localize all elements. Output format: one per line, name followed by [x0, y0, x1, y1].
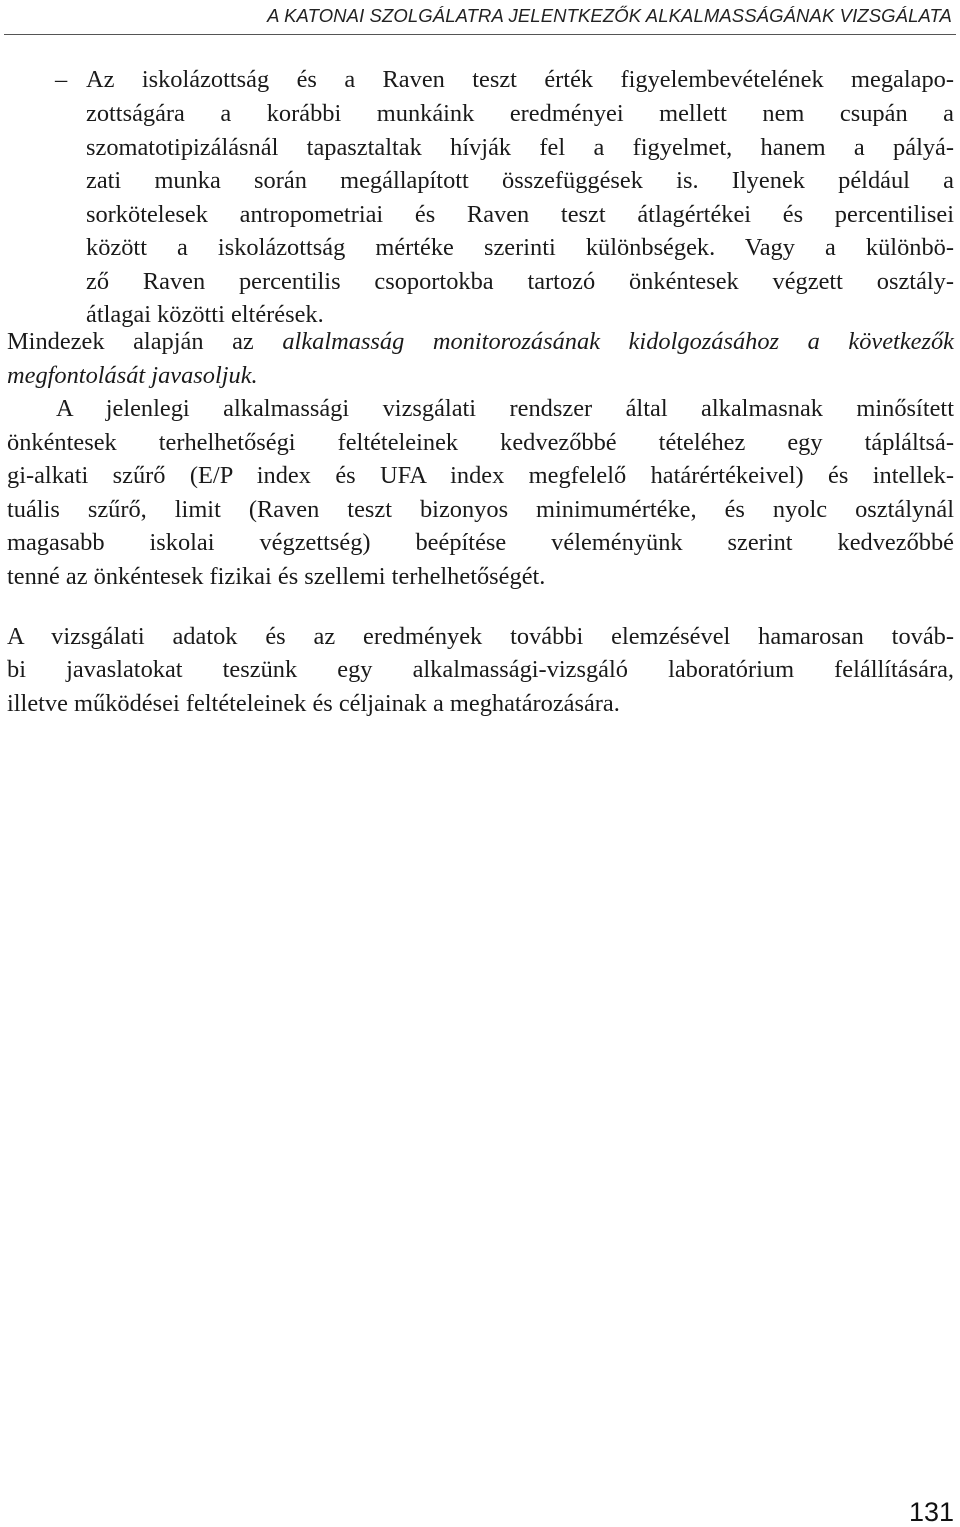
summary-line-1: [7, 325, 954, 359]
list-line-8: átlagai közötti eltérések.: [86, 301, 324, 328]
summary-italic-2: megfontolását javasoljuk.: [7, 362, 258, 389]
list-line-3: szomatotipizálásnál tapasztaltak hívják fel a figyelmet, hanem a pályá-: [86, 134, 954, 161]
running-head: A KATONAI SZOLGÁLATRA JELENTKEZŐK ALKALMASSÁGÁNAK VIZSGÁLATA: [267, 5, 952, 26]
summary-italic-1: alkalmasság monitorozásának kidolgozásához a következők: [282, 328, 954, 355]
para2-line-3: illetve működései feltételeinek és céljainak a meghatározására.: [7, 690, 620, 717]
para2-line-1: A vizsgálati adatok és az eredmények további elemzésével hamarosan továb-: [7, 623, 954, 650]
list-line-6: között a iskolázottság mértéke szerinti különbségek. Vagy a különbö-: [86, 234, 954, 261]
header-rule: [4, 34, 956, 35]
para1-line-4: tuális szűrő, limit (Raven teszt bizonyos minimumértéke, és nyolc osztálynál: [7, 496, 954, 523]
para1-line-6: tenné az önkéntesek fizikai és szellemi terhelhetőségét.: [7, 563, 546, 590]
list-line-1: Az iskolázottság és a Raven teszt érték figyelembevételének megalapo-: [86, 66, 954, 93]
list-line-7: ző Raven percentilis csoportokba tartozó önkéntesek végzett osztály-: [86, 268, 954, 295]
page-number: 131: [908, 1497, 954, 1527]
list-line-2: zottságára a korábbi munkáink eredményei mellett nem csupán a: [86, 100, 954, 127]
list-line-4: zati munka során megállapított összefüggések is. Ilyenek például a: [86, 167, 954, 194]
summary-line-2: [7, 359, 258, 393]
summary-lead: Mindezek alapján az: [7, 328, 283, 355]
para1-line-1: A jelenlegi alkalmassági vizsgálati rendszer által alkalmasnak minősített: [56, 395, 954, 422]
para2-line-2: bi javaslatokat teszünk egy alkalmassági-vizsgáló laboratórium felállítására,: [7, 656, 954, 683]
list-dash: –: [55, 66, 68, 93]
para1-line-5: magasabb iskolai végzettség) beépítése véleményünk szerint kedvezőbbé: [7, 529, 954, 556]
list-line-5: sorkötelesek antropometriai és Raven teszt átlagértékei és percentilisei: [86, 201, 954, 228]
para1-line-2: önkéntesek terhelhetőségi feltételeinek kedvezőbbé tételéhez egy tápláltsá-: [7, 429, 954, 456]
para1-line-3: gi-alkati szűrő (E/P index és UFA index megfelelő határértékeivel) és intellek-: [7, 462, 954, 489]
